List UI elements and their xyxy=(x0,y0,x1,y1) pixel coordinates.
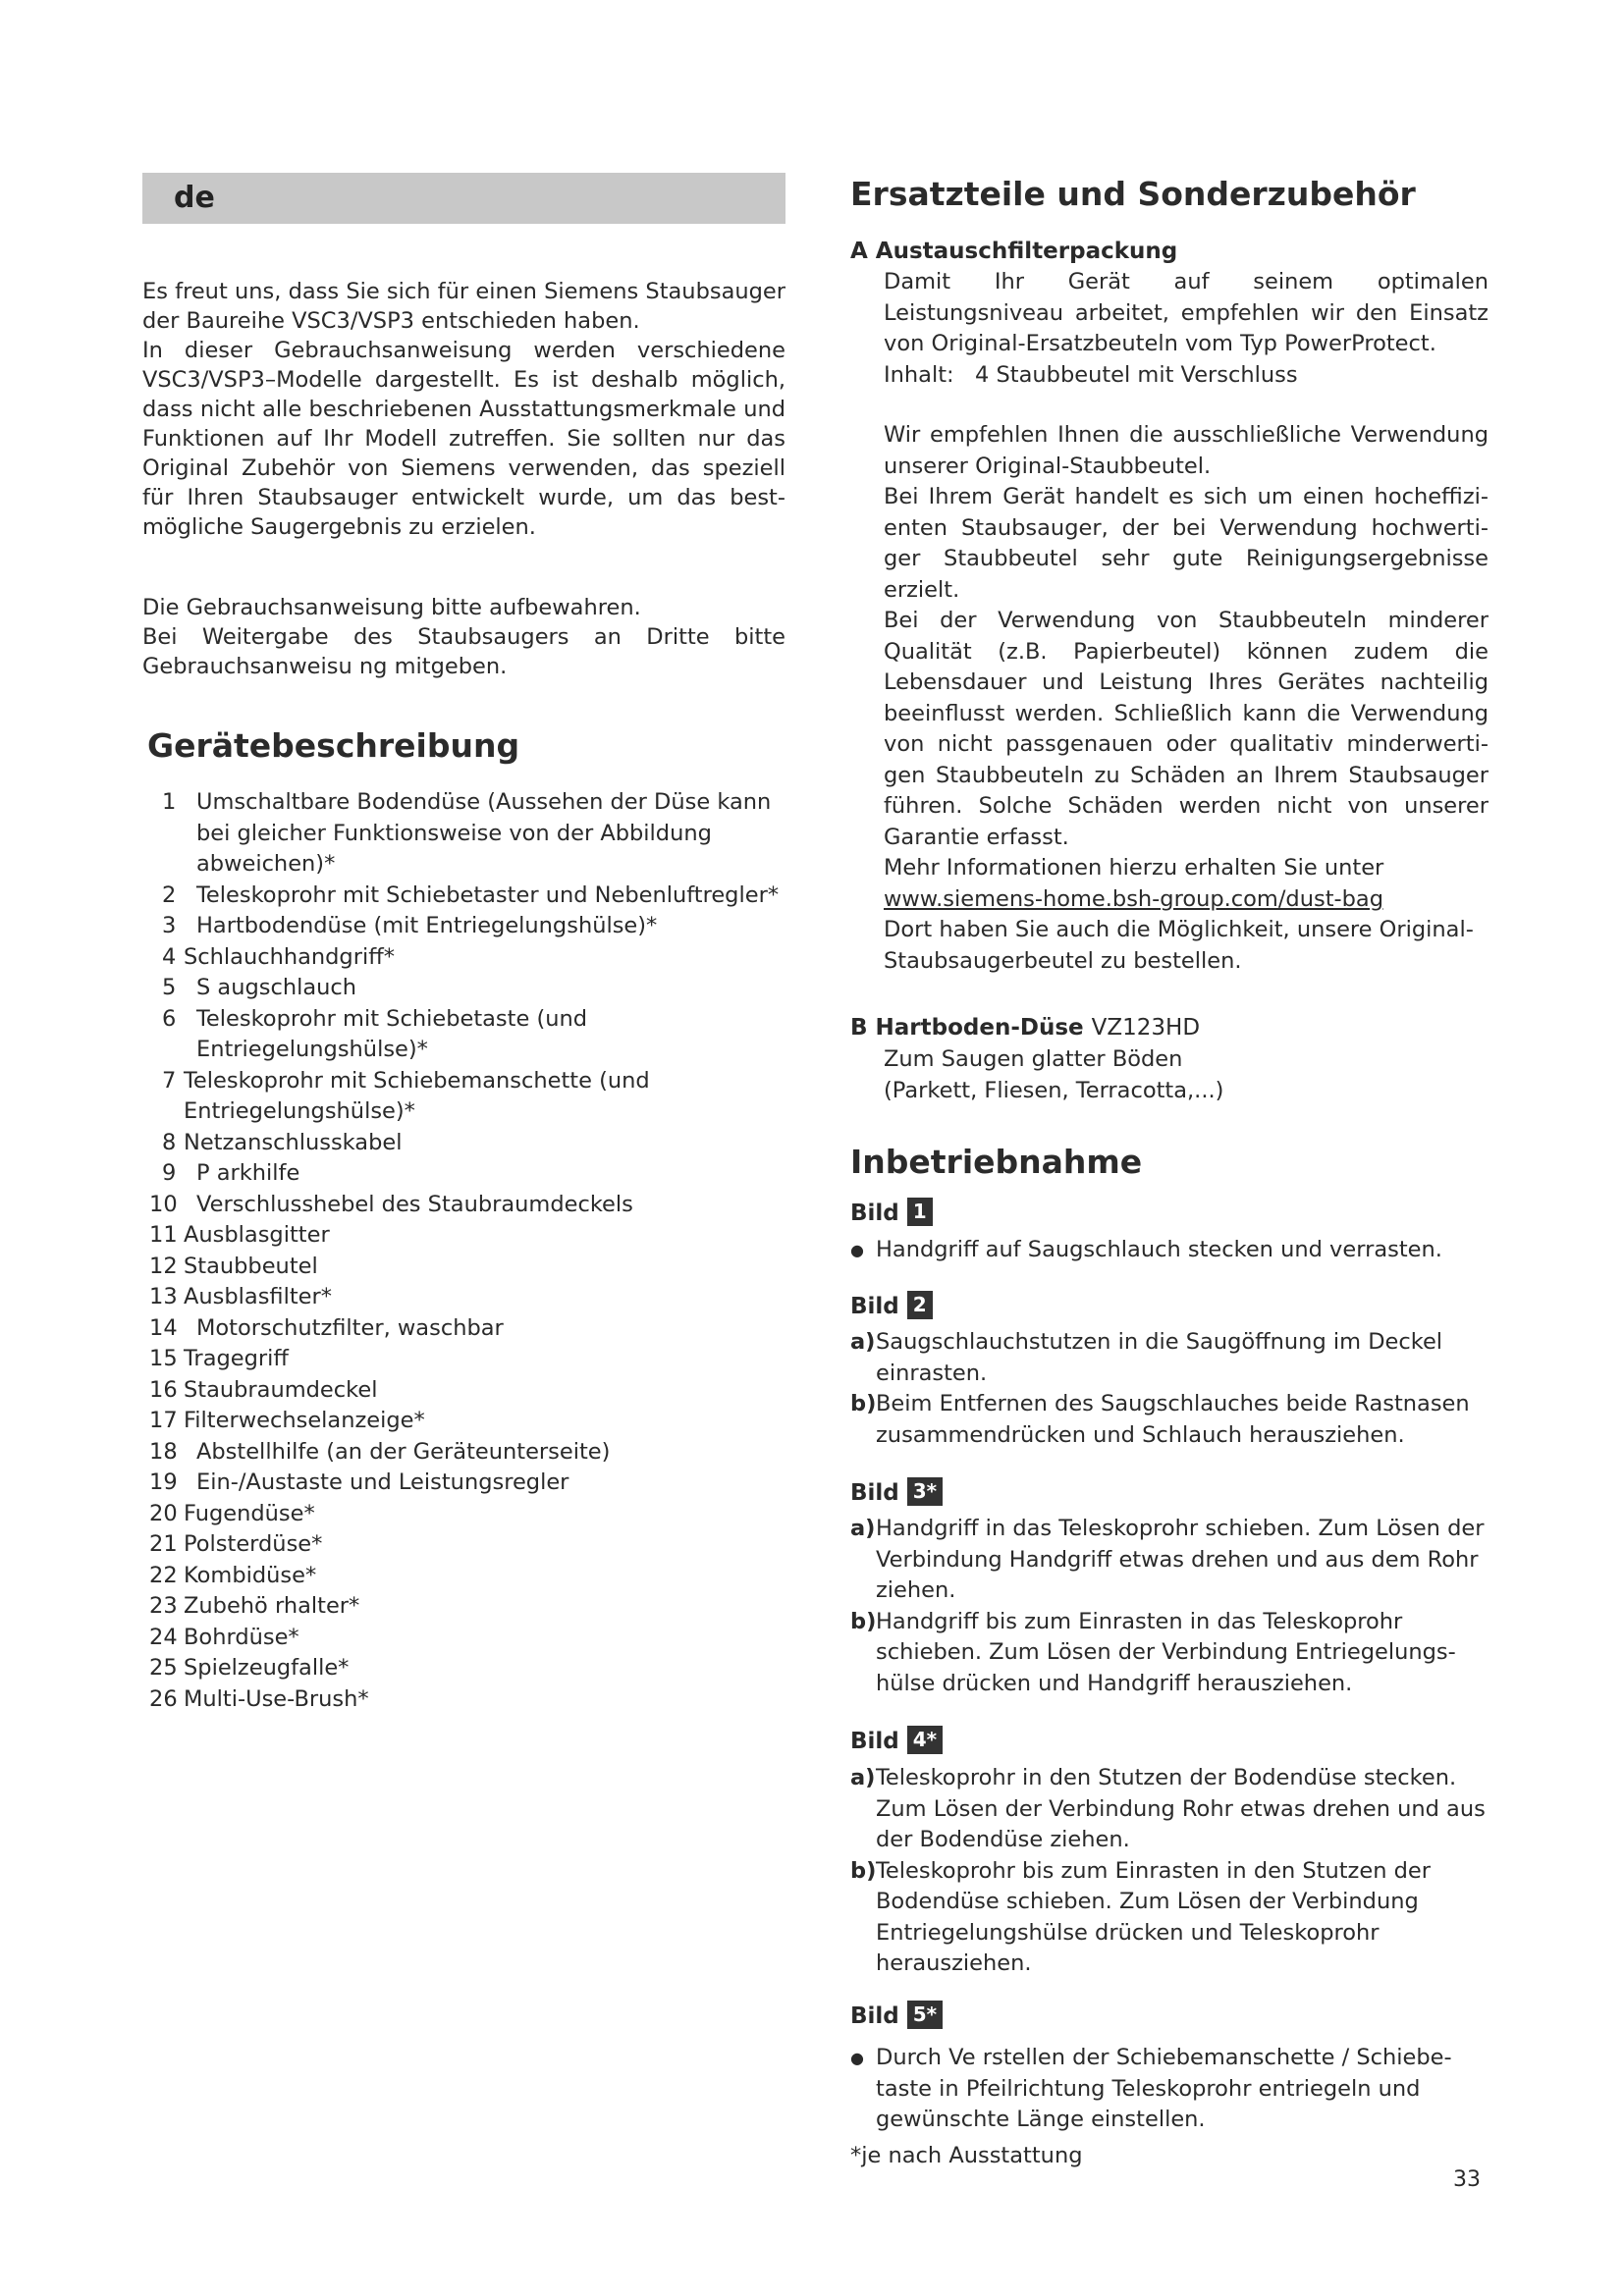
bullet-icon: ● xyxy=(850,2049,864,2067)
bild-2-label: Bild 2 xyxy=(850,1291,933,1324)
list-item: 8 Netzanschlusskabel xyxy=(162,1129,403,1155)
parts-list xyxy=(142,787,785,1715)
step-a: a) Handgriff in das Teleskoprohr schieben. Zum Lösen der Verbindung Handgriff etwas drehen und aus dem Rohr ziehen. xyxy=(850,1516,1485,1603)
list-item: 11 Ausblasgitter xyxy=(149,1222,330,1248)
subheading-b xyxy=(850,1013,1200,1042)
list-item: 1 Umschaltbare Bodendüse (Aussehen der Düse kann bei gleicher Funktionsweise von der Abbildung abweichen)* xyxy=(162,789,772,877)
section-a-body xyxy=(884,267,1489,977)
heading-geraetebeschreibung: Gerätebeschreibung xyxy=(147,726,520,765)
list-item: 26 Multi-Use-Brush* xyxy=(149,1685,369,1712)
a-paragraph-6: Dort haben Sie auch die Möglichkeit, unsere Original-Staubsaugerbeutel zu bestellen. xyxy=(884,917,1474,974)
list-item: 21 Polsterdüse* xyxy=(149,1531,323,1557)
figure-number-badge: 3* xyxy=(907,1477,943,1506)
bullet-step: ● Durch Ve rstellen der Schiebemanschette / Schiebe-taste in Pfeilrichtung Teleskoprohr entriegeln und gewünschte Länge einstellen. xyxy=(850,2045,1452,2132)
list-item: 2 Teleskoprohr mit Schiebetaster und Nebenluftregler* xyxy=(162,881,780,908)
b-paragraph-1: Zum Saugen glatter Böden xyxy=(884,1046,1183,1072)
list-item: 7 Teleskoprohr mit Schiebemanschette (und Entriegelungshülse)* xyxy=(162,1067,650,1124)
list-item: 24 Bohrdüse* xyxy=(149,1624,299,1650)
figure-number-badge: 4* xyxy=(907,1726,943,1754)
list-item: 23 Zubehö rhalter* xyxy=(149,1593,360,1619)
step-a: a) Saugschlauchstutzen in die Saugöffnung im Deckel einrasten. xyxy=(850,1329,1443,1386)
language-bar xyxy=(142,173,785,224)
figure-number-badge: 2 xyxy=(907,1291,933,1319)
language-code: de xyxy=(174,181,215,215)
section-b-body xyxy=(884,1044,1489,1106)
list-item: 10 Verschlusshebel des Staubraumdeckels xyxy=(149,1191,633,1217)
list-item: 13 Ausblasfilter* xyxy=(149,1284,333,1309)
b-paragraph-2: (Parkett, Fliesen, Terracotta,...) xyxy=(884,1077,1224,1103)
list-item: 4 Schlauchhandgriff* xyxy=(162,943,395,970)
figure-number-badge: 5* xyxy=(907,2001,943,2029)
bild-4-body xyxy=(850,1763,1489,1980)
bullet-step: ● Handgriff auf Saugschlauch stecken und verrasten. xyxy=(850,1235,1489,1266)
intro-paragraph-3: Die Gebrauchsanweisung bitte aufbewahren. xyxy=(142,595,641,620)
list-item: 22 Kombidüse* xyxy=(149,1562,317,1588)
list-item: 25 Spielzeugfalle* xyxy=(149,1655,350,1681)
list-item: 14 Motorschutzfilter, waschbar xyxy=(149,1314,504,1341)
subheading-a: A Austauschfilterpackung xyxy=(850,239,1178,264)
list-item: 18 Abstellhilfe (an der Geräteunterseite) xyxy=(149,1438,611,1465)
bild-1-label: Bild 1 xyxy=(850,1198,933,1231)
list-item: 6 Teleskoprohr mit Schiebetaste (und Entriegelungshülse)* xyxy=(162,1005,588,1062)
page-number: 33 xyxy=(1453,2167,1481,2192)
heading-inbetriebnahme: Inbetriebnahme xyxy=(850,1143,1143,1181)
a-paragraph-4: Bei der Verwendung von Staubbeuteln minderer Qualität (z.B. Papierbeutel) können zudem die Lebensdauer und Leistung Ihres Gerätes nachteilig beeinflusst werden. Schließlich kann die Verwendung von nicht passgenauen oder qualitativ minderwerti-gen Staubbeuteln zu Schäden an Ihrem Staubsauger führen. Solche Schäden werden nicht von unserer Garantie erfasst. xyxy=(884,608,1489,850)
bild-5-body xyxy=(850,2043,1489,2136)
subheading-b-title: B Hartboden-Düse xyxy=(850,1015,1084,1041)
subheading-b-model: VZ123HD xyxy=(1091,1015,1201,1041)
step-a: a) Teleskoprohr in den Stutzen der Bodendüse stecken. Zum Lösen der Verbindung Rohr etwas drehen und aus der Bodendüse ziehen. xyxy=(850,1765,1486,1852)
bild-4-label: Bild 4* xyxy=(850,1726,943,1759)
intro-paragraph-2: In dieser Gebrauchsanweisung werden verschiedene VSC3/VSP3–Modelle dargestellt. Es ist deshalb möglich, dass nicht alle beschriebenen Ausstattungsmerkmale und Funktionen auf Ihr Modell zutreffen. Sie sollten nur das Original Zubehör von Siemens verwenden, das speziell für Ihren Staubsauger entwickelt wurde, um das best-mögliche Saugergebnis zu erzielen. xyxy=(142,338,785,540)
intro-paragraph-4: Bei Weitergabe des Staubsaugers an Dritte bitte Gebrauchsanweisu ng mitgeben. xyxy=(142,624,785,679)
intro-section-2 xyxy=(142,593,785,681)
step-b: b) Beim Entfernen des Saugschlauches beide Rastnasen zusammendrücken und Schlauch herausziehen. xyxy=(850,1391,1470,1448)
a-paragraph-5: Mehr Informationen hierzu erhalten Sie unter xyxy=(884,855,1384,881)
a-paragraph-1: Damit Ihr Gerät auf seinem optimalen Leistungsniveau arbeitet, empfehlen wir den Einsatz von Original-Ersatzbeuteln vom Typ PowerProtect. xyxy=(884,269,1489,356)
dust-bag-link[interactable]: www.siemens-home.bsh-group.com/dust-bag xyxy=(884,885,1383,912)
list-item: 3 Hartbodendüse (mit Entriegelungshülse)* xyxy=(162,913,658,938)
bild-5-label: Bild 5* xyxy=(850,2001,943,2034)
a-inhalt: Inhalt: 4 Staubbeutel mit Verschluss xyxy=(884,361,1298,388)
list-item: 5 S augschlauch xyxy=(162,975,357,1000)
list-item: 19 Ein-/Austaste und Leistungsregler xyxy=(149,1469,569,1495)
figure-number-badge: 1 xyxy=(907,1198,933,1226)
list-item: 16 Staubraumdeckel xyxy=(149,1376,378,1403)
list-item: 12 Staubbeutel xyxy=(149,1253,318,1279)
bullet-icon: ● xyxy=(850,1241,864,1259)
footnote: *je nach Ausstattung xyxy=(850,2143,1083,2168)
list-item: 17 Filterwechselanzeige* xyxy=(149,1408,425,1433)
bild-3-label: Bild 3* xyxy=(850,1477,943,1511)
bild-3-body xyxy=(850,1514,1489,1699)
bild-1-body xyxy=(850,1235,1489,1266)
a-paragraph-2: Wir empfehlen Ihnen die ausschließliche Verwendung unserer Original-Staubbeutel. xyxy=(884,422,1489,479)
bild-2-body xyxy=(850,1327,1489,1451)
step-b: b) Teleskoprohr bis zum Einrasten in den Stutzen der Bodendüse schieben. Zum Lösen der Verbindung Entriegelungshülse drücken und Teleskoprohr herausziehen. xyxy=(850,1857,1431,1976)
heading-ersatzteile: Ersatzteile und Sonderzubehör xyxy=(850,175,1416,213)
intro-paragraph-1: Es freut uns, dass Sie sich für einen Siemens Staubsauger der Baureihe VSC3/VSP3 entschieden haben. xyxy=(142,279,785,334)
intro-section xyxy=(142,277,785,542)
step-b: b) Handgriff bis zum Einrasten in das Teleskoprohr schieben. Zum Lösen der Verbindung Entriegelungs-hülse drücken und Handgriff herausziehen. xyxy=(850,1608,1456,1696)
list-item: 15 Tragegriff xyxy=(149,1346,289,1371)
a-paragraph-3: Bei Ihrem Gerät handelt es sich um einen hocheffizi-enten Staubsauger, der bei Verwendung hochwerti-ger Staubbeutel sehr gute Reinigungsergebnisse erzielt. xyxy=(884,484,1489,603)
list-item: 20 Fugendüse* xyxy=(149,1500,315,1526)
list-item: 9 P arkhilfe xyxy=(162,1160,300,1186)
